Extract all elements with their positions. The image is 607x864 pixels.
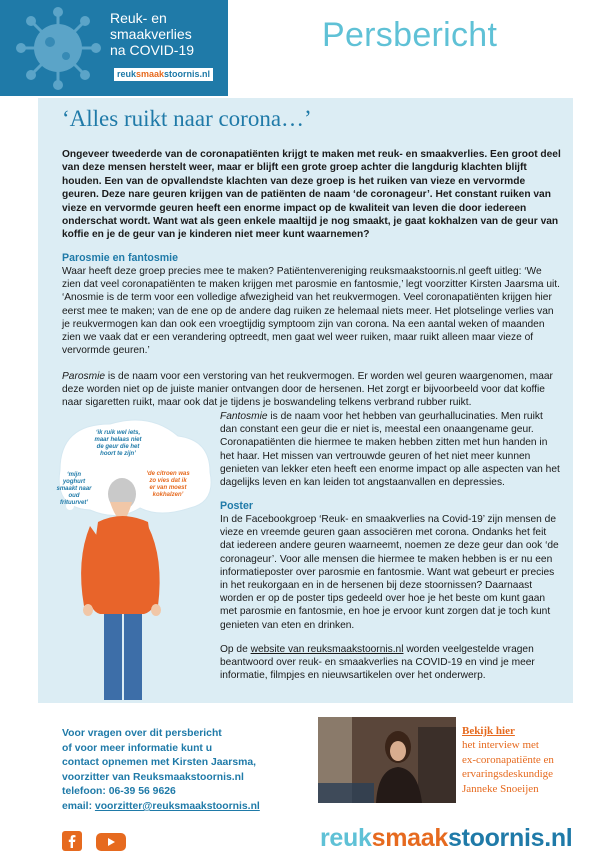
contact-line: contact opnemen met Kirsten Jaarsma, [62, 757, 257, 769]
website-link[interactable]: website van reuksmaakstoornis.nl [250, 644, 404, 655]
paragraph-text: is de naam voor het hebben van geurhallucinaties. Men ruikt dan constant een geur die er niet is, meestal een onaangename geur. Coronapatiënten die hiermee te maken hebben zitten met hun handen in het haar. Het missen van vertrouwde geuren of het niet meer kunnen genieten van lekker eten heeft een enorme impact op alle aspecten van het dagelijks leven en kan leiden tot angstaanvallen en depressies. [220, 411, 560, 489]
quote-bubble: ‘mijn yoghurt smaakt naar oud frituurvet’ [56, 472, 92, 506]
contact-line: Voor vragen over dit persbericht [62, 728, 222, 739]
email-label: email: [62, 800, 95, 812]
logo-block [0, 0, 228, 96]
logo-line: smaakverlies [110, 26, 192, 42]
subheading-poster: Poster [220, 500, 253, 512]
video-line: het interview met [462, 739, 539, 752]
logo-url-part: smaak [136, 69, 165, 79]
video-description [462, 724, 582, 796]
paragraph-text: worden veelgestelde vragen beantwoord over reuk- en smaakverlies na COVID-19 en vind je meer informatie, filmpjes en nieuwsartikelen over het onderwerp. [220, 644, 535, 682]
contact-line: of voor meer informatie kunt u [62, 742, 213, 754]
video-thumbnail[interactable] [318, 717, 456, 803]
virus-icon [8, 6, 108, 90]
footer-url-part: reuk [320, 824, 372, 852]
quote-bubble: ‘de citroen was zo vies dat ik er van moest kokhalzen’ [146, 471, 190, 498]
term-parosmie: Parosmie [62, 371, 106, 382]
video-line: ex-coronapatiënte en [462, 753, 554, 766]
paragraph-website [220, 643, 560, 683]
section-title: Persbericht [322, 16, 498, 54]
term-fantosmie: Fantosmie [220, 411, 268, 422]
paragraph-text: is de naam voor een verstoring van het reukvermogen. Er worden wel geuren waargenomen, maar deze worden niet op de juiste manier ontvangen door de hersenen. Het zorgt er bijvoorbeeld voor dat koffie naar sigaretten ruikt, maar ook dat je tijdens je boswandeling telkens verbrand rubber ruikt. [62, 371, 553, 409]
email-link[interactable]: voorzitter@reuksmaakstoornis.nl [94, 800, 260, 812]
contact-block [62, 727, 302, 815]
footer-url-part: smaak [371, 824, 448, 852]
logo-title [110, 10, 194, 58]
paragraph-poster: In de Facebookgroep ‘Reuk- en smaakverlies na Covid-19’ zijn mensen de vieze en vreemde geuren gaan associëren met corona. Ondanks het feit dat iedereen andere geuren waarneemt, noemen ze deze geur dan ook ‘de coronageur’. Voor alle mensen die hiermee te maken hebben is er nu een informatieposter over parosmie en fantosmie. Want wat gebeurt er precies in het reukorgaan en in de hersenen bij deze stoornissen? Daarnaast worden er op de poster tips gedeeld over hoe je het beste om kunt gaan met parosmie en fantosmie, en hoe je ervoor kunt zorgen dat je toch kunt genieten van eten en drinken. [220, 514, 559, 631]
video-line: Janneke Snoeijen [462, 782, 539, 795]
paragraph-text: Op de [220, 644, 251, 655]
logo-url-part: reuk [117, 69, 137, 79]
quote-bubble: ‘ik ruik wel iets, maar helaas niet de geur die het hoort te zijn’ [94, 430, 142, 457]
video-frame [318, 717, 456, 803]
youtube-icon[interactable] [96, 833, 126, 851]
logo-url-part: stoornis.nl [164, 69, 211, 79]
paragraph-fantosmie [220, 410, 560, 489]
contact-line: telefoon: 06-39 56 9626 [62, 786, 176, 798]
logo-line: Reuk- en [110, 10, 167, 26]
contact-email-line [62, 800, 302, 815]
footer-url-part: stoornis.nl [447, 824, 573, 852]
footer-url[interactable] [320, 824, 572, 853]
paragraph-parosmie [62, 370, 562, 410]
article-title: ‘Alles ruikt naar corona…’ [62, 106, 312, 131]
logo-line: na COVID-19 [110, 42, 195, 58]
subheading-parosmie: Parosmie en fantosmie [62, 252, 178, 264]
video-line: ervaringsdeskundige [462, 768, 554, 781]
facebook-icon[interactable] [62, 831, 82, 851]
logo-url[interactable] [114, 68, 213, 81]
contact-line: voorzitter van Reuksmaakstoornis.nl [62, 771, 244, 783]
article-lead: Ongeveer tweederde van de coronapatiënten krijgt te maken met reuk- en smaakverlies. Een groot deel van deze mensen herstelt weer, maar er blijft een grote groep achter die langdurig klachten blijft houden. Een van de opvallendste klachten van deze groep is het ruiken van vieze en vervormde geuren. Deze nare geuren krijgen van de patiënten de naam ‘de coronageur’. Het constant ruiken van vieze en vervormde geuren heeft een enorme impact op de kwaliteit van leven die door iedereen onderschat wordt. Want wat als geen enkele maaltijd je nog smaakt, je gaat kokhalzen van de geur van koffie en je de geur van je kinderen niet meer kunt waarnemen? [62, 149, 561, 241]
paragraph-explanation: Waar heeft deze groep precies mee te maken? Patiëntenvereniging reuksmaakstoornis.nl geeft uitleg: ‘We zien dat veel coronapatiënten te maken krijgen met parosmie en fantosmie,’ legt voorzitter Kirsten Jaarsma uit. ‘Anosmie is de term voor een volledige afwezigheid van het reukvermogen. Veel coronapatiënten krijgen hier eerst mee te maken; van de ene op de andere dag ruiken ze helemaal niets meer. Het plotselinge verlies van je reukvermogen kan dan ook een vroegtijdig symptoom zijn van corona. Na een aantal weken of maanden zien we vaak dat er een verandering optreedt, men gaat wel weer ruiken, maar ruikt alleen maar vieze of vervormde geuren.’ [62, 266, 560, 357]
video-link[interactable]: Bekijk hier [462, 725, 515, 737]
